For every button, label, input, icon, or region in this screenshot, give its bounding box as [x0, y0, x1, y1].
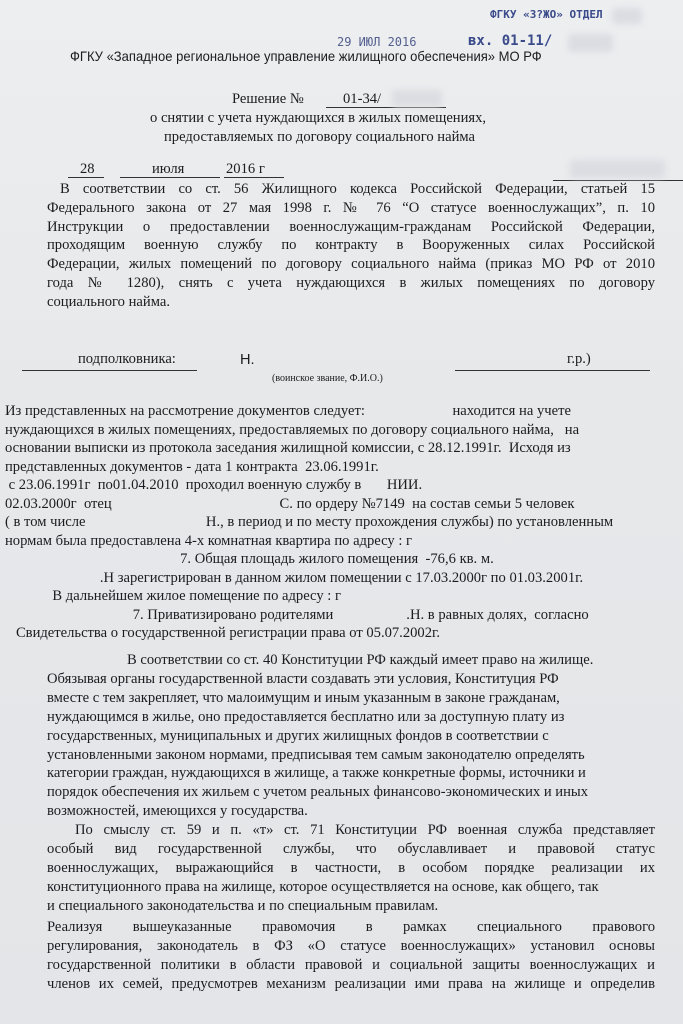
- text-line: В дальнейшем жилое помещение по адресу : г: [5, 588, 341, 604]
- text-line: нуждающимся в жилье, оно предоставляется бесплатно или за доступную плату из: [47, 708, 565, 725]
- decision-number: 01-34/: [343, 91, 382, 107]
- text-line: нуждающихся в жилых помещениях, предоставляемых по договору социального найма, на: [5, 421, 580, 438]
- decision-subtitle: предоставляемых по договору социального найма: [164, 129, 476, 145]
- text-line: возможностей, имеющихся у государства.: [47, 803, 308, 820]
- text-line: В соответствии со ст. 40 Конституции РФ каждый имеет право на жилище.: [127, 652, 594, 668]
- decision-subtitle: о снятии с учета нуждающихся в жилых помещениях,: [150, 110, 487, 126]
- underline: [68, 177, 104, 178]
- stamp-incoming-number: вх. 01-11/: [468, 33, 553, 49]
- text-line: и специального законодательства и по специальным правилам.: [47, 898, 439, 914]
- text-line: Реализуя вышеуказанные правомочия в рамках специального правового: [47, 919, 655, 935]
- stamp-date: 29 ИЮЛ 2016: [337, 35, 417, 49]
- text-line: проходящим военную службу по контракту в Вооруженных силах Российской: [47, 237, 655, 254]
- text-line: категории граждан, нуждающихся в жилище, а также конкретные формы, источники и: [47, 765, 586, 782]
- redaction: [612, 8, 642, 24]
- decision-label: Решение №: [232, 91, 304, 107]
- underline: [455, 370, 650, 371]
- text-line: По смыслу ст. 59 и п. «т» ст. 71 Конституции РФ военная служба представляет: [75, 822, 655, 838]
- text-line: года № 1280), снять с учета нуждающихся в жилых помещениях по договору: [47, 275, 655, 291]
- underline: [224, 177, 284, 178]
- person-caption: (воинское звание, Ф.И.О.): [272, 373, 383, 384]
- underline: [326, 107, 446, 108]
- text-line: особый вид государственной службы, что обуславливает и правовой статус: [47, 841, 655, 857]
- text-line: порядок обеспечения их жильем с учетом реальных финансово-экономических и иных: [47, 784, 589, 801]
- organization-header: ФГКУ «Западное региональное управление жилищного обеспечения» МО РФ: [70, 48, 542, 64]
- redaction: [568, 34, 613, 52]
- text-line: основании выписки из протокола заседания жилищной комиссии, с 28.12.1991г. Исходя из: [5, 440, 571, 456]
- text-line: вместе с тем закрепляет, что малоимущим и иным указанным в законе гражданам,: [47, 689, 560, 706]
- redaction: [392, 90, 442, 107]
- text-line: представленных документов - дата 1 контракта 23.06.1991г.: [5, 458, 379, 475]
- text-line: 7. Общая площадь жилого помещения -76,6 кв. м.: [5, 551, 494, 567]
- date-day: 28: [80, 161, 95, 177]
- text-line: Обязывая органы государственной власти создавать эти условия, Конституция РФ: [47, 670, 559, 687]
- text-line: с 23.06.1991г по01.04.2010 проходил военную службу в НИИ.: [5, 477, 423, 493]
- date-year: 2016 г: [226, 161, 265, 177]
- redaction: [570, 160, 665, 178]
- date-month: июля: [152, 161, 185, 177]
- text-line: 7. Приватизировано родителями .Н. в равных долях, согласно: [5, 606, 589, 623]
- person-rank: подполковника:: [78, 351, 176, 367]
- text-line: .Н зарегистрирован в данном жилом помещении с 17.03.2000г по 01.03.2001г.: [5, 569, 584, 586]
- person-birth: г.р.): [567, 351, 591, 367]
- text-line: В соответствии со ст. 56 Жилищного кодекса Российской Федерации, статьей 15: [60, 181, 655, 197]
- text-line: ( в том числе Н., в период и по месту прохождения службы) по установленным: [5, 514, 614, 530]
- text-line: социального найма.: [47, 293, 170, 310]
- text-line: нормам была предоставлена 4-х комнатная квартира по адресу : г: [5, 532, 413, 549]
- person-initial: Н.: [240, 352, 255, 368]
- text-line: членов их семей, предусмотрев механизм реализации ими права на жилище и определив: [47, 975, 655, 992]
- text-line: Федерального закона от 27 мая 1998 г. № 76 “О статусе военнослужащих”, п. 10: [47, 199, 655, 216]
- underline: [22, 370, 197, 371]
- stamp-org: ФГКУ «3?ЖО» ОТДЕЛ: [490, 8, 603, 21]
- text-line: установленными законом нормами, предписывая тем самым законодателю определять: [47, 746, 585, 763]
- text-line: конституционного права на жилище, которое осуществляется на основе, как общего, так: [47, 879, 599, 895]
- text-line: регулирования, законодатель в ФЗ «О статусе военнослужащих» установил основы: [47, 937, 655, 954]
- text-line: Свидетельства о государственной регистрации права от 05.07.2002г.: [5, 625, 441, 641]
- text-line: государственной политики в области правовой и социальной защиты военнослужащих и: [47, 956, 655, 973]
- text-line: 02.03.2000г отец С. по ордеру №7149 на состав семьи 5 человек: [5, 495, 575, 512]
- text-line: государственных, муниципальных и других жилищных фондов в соответствии с: [47, 727, 549, 744]
- text-line: Федерации, жилых помещений по договору социального найма (приказ МО РФ от 2010: [47, 256, 655, 273]
- underline: [120, 177, 220, 178]
- text-line: Из представленных на рассмотрение документов следует: находится на учете: [5, 403, 571, 419]
- text-line: военнослужащих, выражающийся в частности, в особом порядке реализации их: [47, 860, 655, 876]
- text-line: Инструкции о предоставлении военнослужащим-гражданам Российской Федерации,: [47, 218, 655, 235]
